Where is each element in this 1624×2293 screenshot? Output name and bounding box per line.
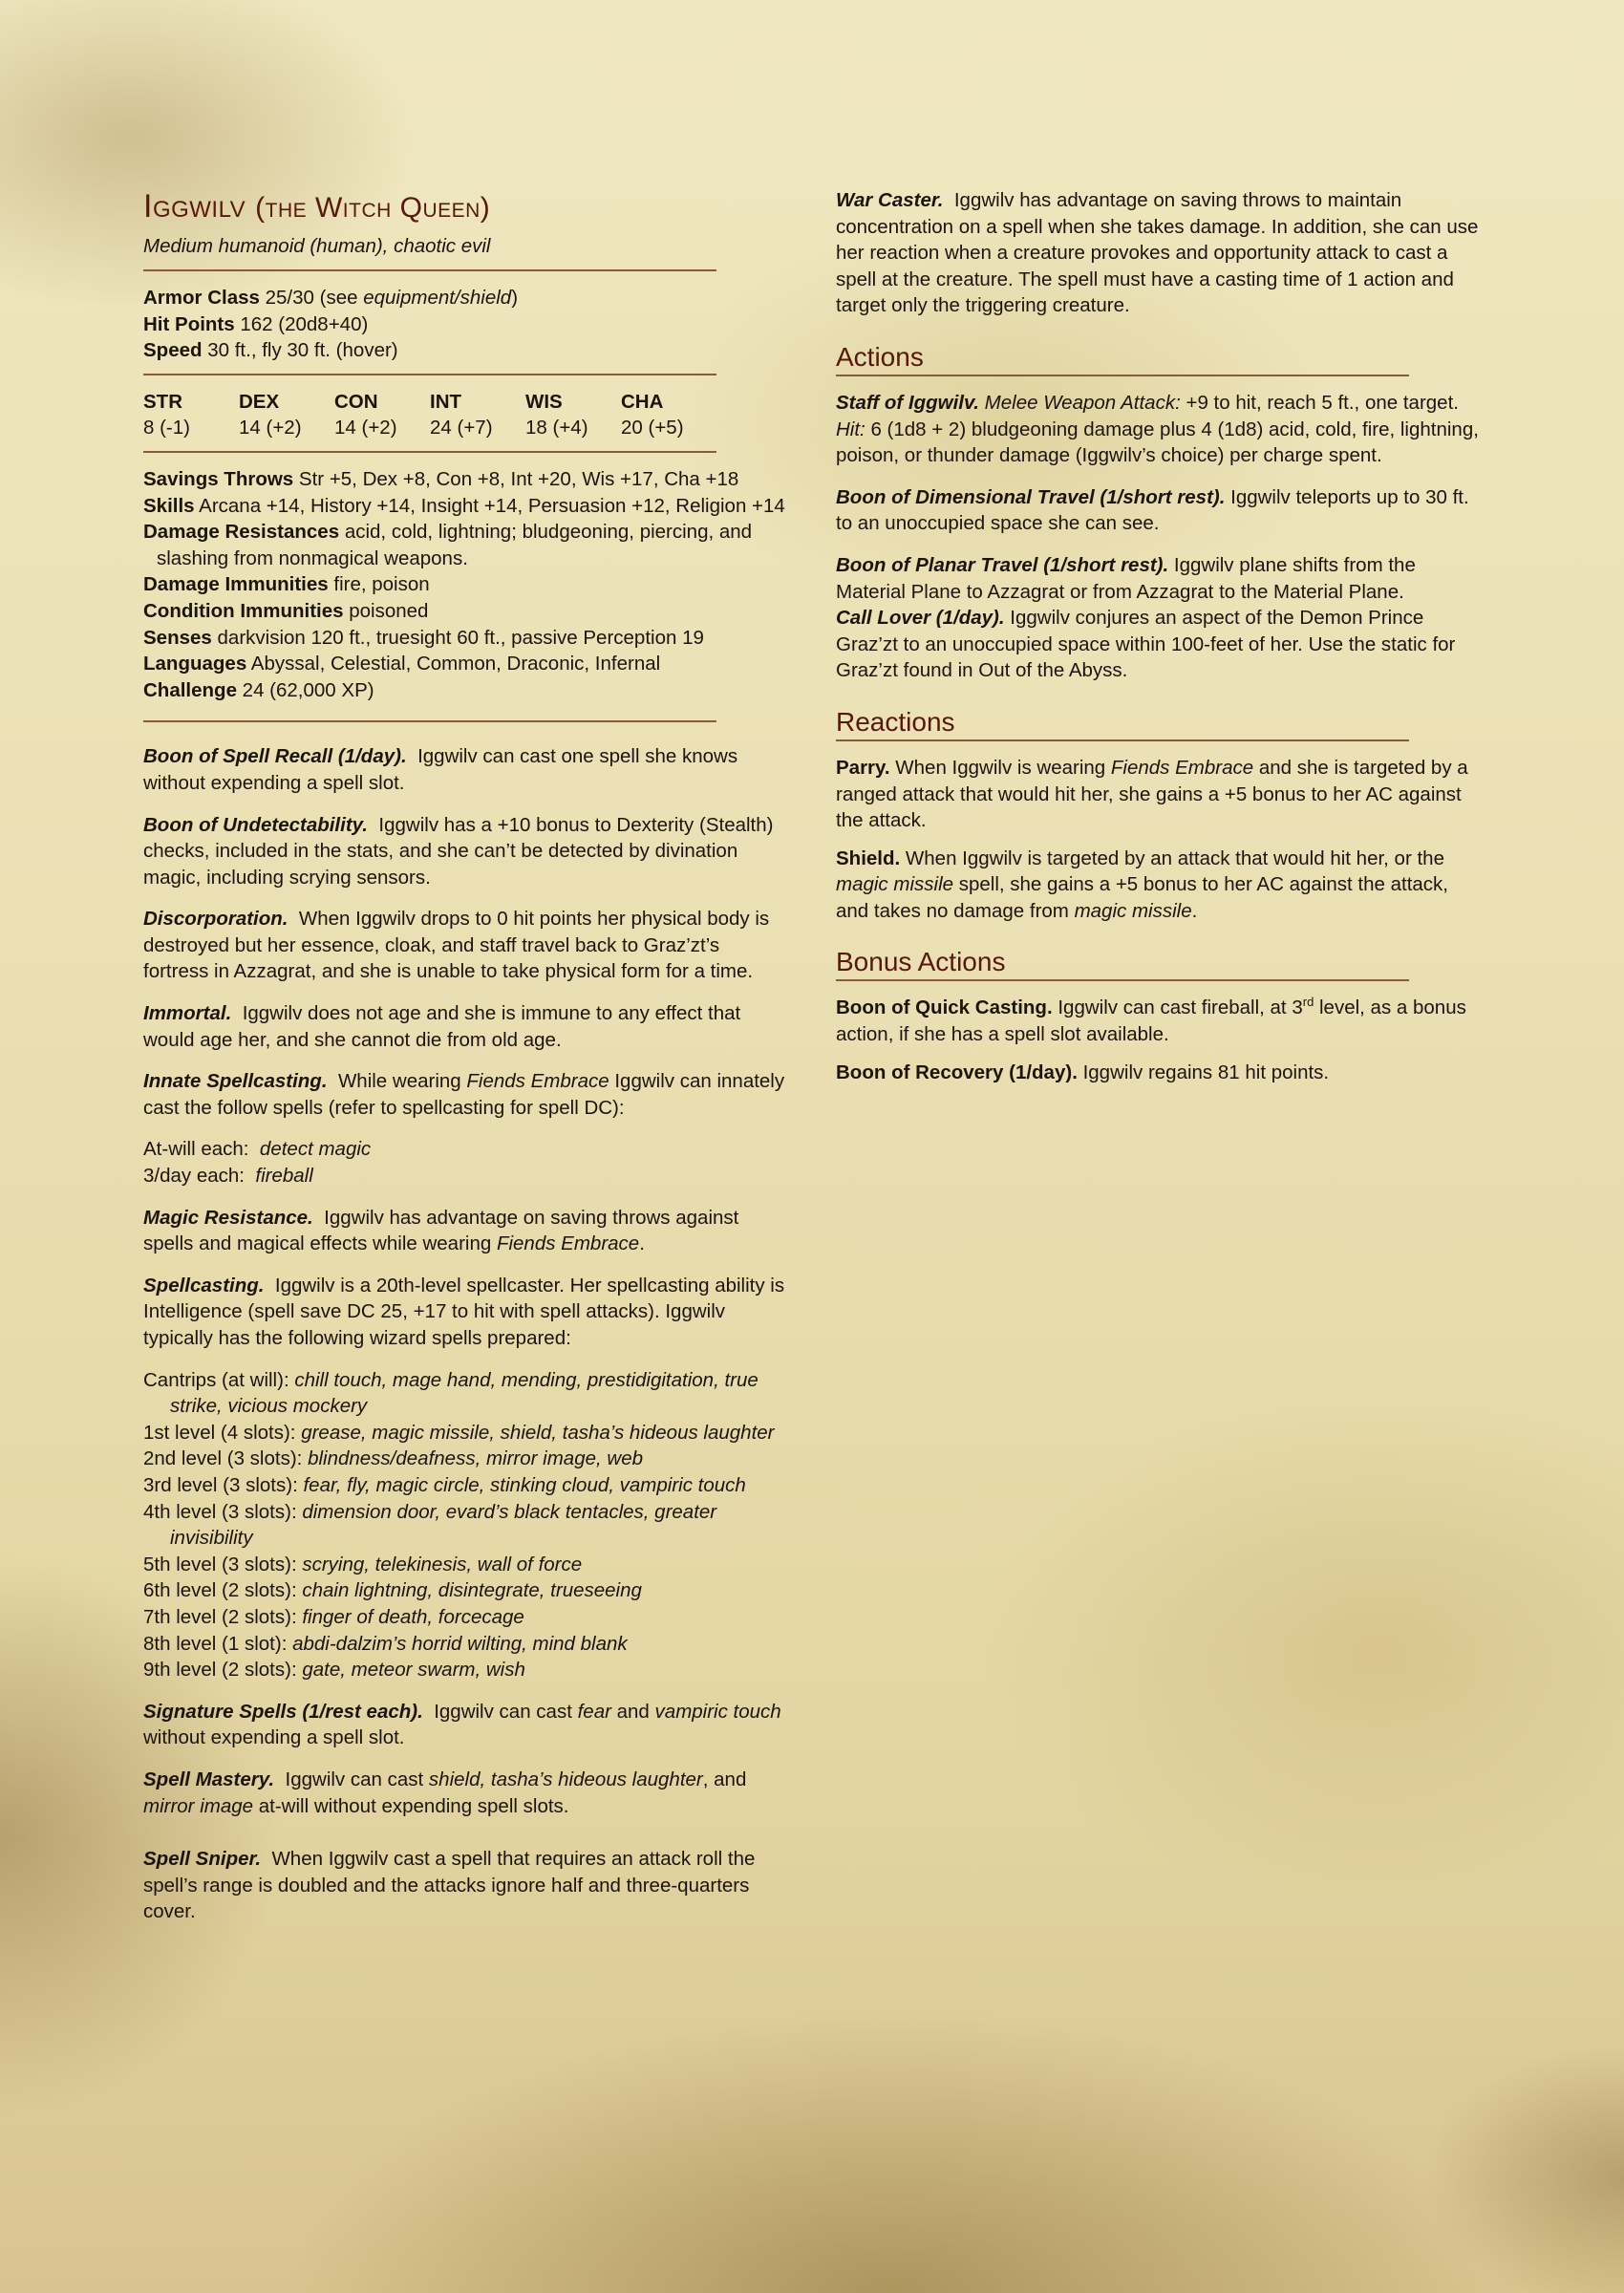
spell-name: magic missile (836, 873, 954, 896)
left-column (143, 187, 788, 1940)
property-label: Challenge (143, 678, 237, 701)
spell-list: chain lightning, disintegrate, trueseeing (302, 1579, 642, 1602)
bonus-recovery (836, 1060, 1481, 1086)
spell-list: grease, magic missile, shield, tasha’s hideous laughter (301, 1421, 775, 1444)
spell-level-label: At-will each: (143, 1138, 255, 1161)
trait-name: Innate Spellcasting. (143, 1070, 328, 1093)
speed-value: 30 ft., fly 30 ft. (hover) (207, 339, 398, 362)
spell-level-label: 6th level (2 slots): (143, 1579, 303, 1602)
speed (143, 337, 788, 364)
trait-text: When Iggwilv cast a spell that requires an attack roll the spell’s range is doubled and the attacks ignore half and three-quarters cover. (143, 1848, 756, 1923)
spell-list: abdi-dalzim’s horrid wilting, mind blank (292, 1632, 628, 1655)
property-label: Skills (143, 494, 195, 517)
trait-name: Boon of Spell Recall (1/day). (143, 745, 407, 768)
ability-name: WIS (525, 390, 563, 413)
trait-text: Iggwilv has advantage on saving throws against spells and magical effects while wearing (143, 1206, 739, 1255)
property-label: Languages (143, 653, 247, 675)
spell-level-row (143, 1604, 788, 1631)
armor-class (143, 285, 788, 311)
spell-level-row (143, 1552, 788, 1578)
action-text: +9 to hit, reach 5 ft., one target. (1180, 391, 1459, 414)
reaction-text: When Iggwilv is wearing (889, 756, 1111, 779)
property-label: Damage Immunities (143, 573, 329, 596)
spell-level-row (143, 1657, 788, 1683)
spell-level-label: 7th level (2 slots): (143, 1605, 303, 1628)
trait-text: Iggwilv can cast (434, 1700, 578, 1723)
ability-value: 20 (+5) (621, 417, 684, 439)
spell-level-label: 3/day each: (143, 1165, 250, 1188)
trait-war-caster (836, 187, 1481, 319)
trait-text: , and (702, 1768, 747, 1790)
section-heading-bonus-actions: Bonus Actions (836, 947, 1409, 981)
hit-points-label: Hit Points (143, 312, 235, 335)
spell-list: blindness/deafness, mirror image, web (308, 1447, 644, 1470)
spell-level-row (143, 1367, 788, 1420)
ability-name: STR (143, 390, 182, 413)
action-text: Iggwilv teleports up to 30 ft. to an unoccupied space she can see. (836, 485, 1469, 535)
property-value: Arcana +14, History +14, Insight +14, Persuasion +12, Religion +14 (199, 494, 785, 517)
trait-text: Iggwilv can cast one spell she knows without expending a spell slot. (143, 745, 738, 794)
spell-level-row (143, 1446, 788, 1472)
trait-signature-spells (143, 1699, 788, 1751)
spell-list: fear, fly, magic circle, stinking cloud, vampiric touch (303, 1473, 746, 1496)
reaction-shield (836, 846, 1481, 925)
spell-level-row (143, 1631, 788, 1658)
trait-text: When Iggwilv drops to 0 hit points her physical body is destroyed but her essence, cloak, and staff travel back to Graz’zt’s fortress in Azzagrat, and she is unable to take physical form for a time. (143, 908, 770, 983)
action-name: Staff of Iggwilv. (836, 391, 979, 414)
languages (143, 651, 788, 677)
reaction-parry (836, 755, 1481, 834)
attack-type: Melee Weapon Attack: (984, 391, 1181, 414)
innate-per-day (143, 1163, 788, 1189)
ability-name: CON (334, 390, 378, 413)
trait-spell-recall (143, 743, 788, 796)
spell-level-row (143, 1577, 788, 1604)
trait-magic-resistance (143, 1205, 788, 1257)
trait-name: Signature Spells (1/rest each). (143, 1700, 423, 1723)
action-text: Iggwilv plane shifts from the Material Plane to Azzagrat or from Azzagrat to the Material Plane. (836, 553, 1416, 603)
ability-name: CHA (621, 390, 664, 413)
armor-class-close: ) (511, 287, 519, 309)
property-label: Senses (143, 626, 212, 649)
spell-list: scrying, telekinesis, wall of force (302, 1553, 583, 1575)
trait-text: at-will without expending spell slots. (253, 1794, 569, 1817)
trait-text: Iggwilv does not age and she is immune to any effect that would age her, and she cannot die from old age. (143, 1002, 741, 1051)
creature-name: Iggwilv (143, 188, 246, 225)
spell-level-label: 2nd level (3 slots): (143, 1447, 309, 1470)
trait-name: Spell Sniper. (143, 1848, 262, 1871)
action-text: Iggwilv conjures an aspect of the Demon Prince Graz’zt to an unoccupied space within 100-feet of her. Use the static for Graz’zt found in Out of the Abyss. (836, 607, 1456, 682)
ability-value: 8 (-1) (143, 417, 190, 439)
property-value: Str +5, Dex +8, Con +8, Int +20, Wis +17, Cha +18 (298, 467, 739, 490)
property-label: Savings Throws (143, 467, 294, 490)
spell-name: shield, tasha’s hideous laughter (428, 1768, 703, 1790)
right-column (836, 187, 1481, 1101)
spell-list: gate, meteor swarm, wish (302, 1659, 525, 1682)
action-name: Boon of Dimensional Travel (1/short rest). (836, 485, 1226, 508)
section-heading-reactions: Reactions (836, 707, 1409, 741)
divider (143, 374, 716, 375)
senses (143, 625, 788, 652)
speed-label: Speed (143, 339, 203, 362)
property-label: Damage Resistances (143, 521, 340, 544)
creature-title (143, 187, 788, 227)
action-dimensional-travel (836, 484, 1481, 537)
action-staff (836, 390, 1481, 469)
trait-text: While wearing (337, 1070, 467, 1093)
innate-at-will (143, 1136, 788, 1163)
hit-points-value: 162 (20d8+40) (240, 312, 369, 335)
armor-class-label: Armor Class (143, 287, 260, 309)
damage-immunities (143, 571, 788, 598)
reaction-text: . (1191, 899, 1198, 922)
spell-list: finger of death, forcecage (302, 1605, 524, 1628)
trait-text: . (639, 1232, 645, 1255)
spell-level-label: Cantrips (at will): (143, 1368, 295, 1391)
divider (143, 720, 716, 722)
trait-innate-spellcasting (143, 1068, 788, 1121)
creature-type: Medium humanoid (human), chaotic evil (143, 235, 491, 257)
spell-list: chill touch, mage hand, mending, prestidigitation, true strike, vicious mockery (170, 1368, 759, 1418)
bonus-action-text: Iggwilv can cast fireball, at 3 (1052, 996, 1303, 1019)
ability-scores (143, 389, 788, 441)
condition-immunities (143, 598, 788, 625)
spell-level-label: 9th level (2 slots): (143, 1659, 303, 1682)
ability-value: 14 (+2) (334, 417, 397, 439)
trait-name: Spellcasting. (143, 1274, 265, 1297)
trait-spell-sniper (143, 1846, 788, 1925)
spell-list: dimension door, evard’s black tentacles, greater invisibility (170, 1500, 717, 1550)
spell-list-block (143, 1367, 788, 1683)
item-name: Fiends Embrace (1110, 756, 1254, 779)
spell-list: fireball (255, 1165, 313, 1188)
property-value: Abyssal, Celestial, Common, Draconic, Infernal (250, 653, 661, 675)
spell-level-label: 3rd level (3 slots): (143, 1473, 304, 1496)
reaction-text: When Iggwilv is targeted by an attack that would hit her, or the (900, 846, 1444, 869)
ability-value: 14 (+2) (239, 417, 302, 439)
hit-points (143, 311, 788, 338)
ordinal-suffix: rd (1302, 995, 1314, 1010)
trait-spellcasting (143, 1273, 788, 1352)
spell-level-label: 1st level (4 slots): (143, 1421, 302, 1444)
hit-label: Hit: (836, 418, 865, 440)
trait-discorporation (143, 906, 788, 985)
item-name: Fiends Embrace (496, 1232, 640, 1255)
saving-throws (143, 466, 788, 493)
trait-undetectability (143, 812, 788, 891)
trait-text: Iggwilv is a 20th-level spellcaster. Her spellcasting ability is Intelligence (spell save DC 25, +17 to hit with spell attacks). Iggwilv typically has the following wizard spells prepared: (143, 1274, 785, 1349)
action-name: Call Lover (1/day). (836, 607, 1005, 630)
trait-text: Iggwilv can innately cast the follow spells (refer to spellcasting for spell DC): (143, 1070, 785, 1119)
spell-level-row (143, 1499, 788, 1552)
section-heading-actions: Actions (836, 342, 1409, 376)
spell-name: magic missile (1074, 899, 1192, 922)
item-name: Fiends Embrace (466, 1070, 609, 1093)
bonus-action-name: Boon of Quick Casting. (836, 996, 1053, 1019)
property-label: Condition Immunities (143, 599, 344, 622)
trait-name: Discorporation. (143, 908, 288, 931)
trait-text: and (610, 1700, 655, 1723)
action-text: 6 (1d8 + 2) bludgeoning damage plus 4 (1d8) acid, cold, fire, lightning, poison, or thunder damage (Iggwilv’s choice) per charge spent. (836, 418, 1479, 467)
trait-spell-mastery (143, 1767, 788, 1819)
trait-name: Magic Resistance. (143, 1206, 313, 1229)
reaction-text: and she is targeted by a ranged attack that would hit her, she gains a +5 bonus to her AC against the attack. (836, 756, 1468, 832)
armor-class-note: equipment/shield (363, 287, 512, 309)
trait-name: Immortal. (143, 1002, 232, 1025)
trait-name: Spell Mastery. (143, 1768, 275, 1790)
trait-text: Iggwilv has advantage on saving throws to maintain concentration on a spell when she takes damage. In addition, she can use her reaction when a creature provokes and opportunity attack to cast a spell at the creature. The spell must have a casting time of 1 action and target only the triggering creature. (836, 189, 1479, 317)
property-value: fire, poison (333, 573, 430, 596)
bonus-action-text: Iggwilv regains 81 hit points. (1077, 1061, 1330, 1083)
spell-list: detect magic (259, 1138, 372, 1161)
action-call-lover (836, 605, 1481, 684)
spell-level-label: 8th level (1 slot): (143, 1632, 293, 1655)
spell-level-row (143, 1420, 788, 1447)
reaction-name: Parry. (836, 756, 890, 779)
trait-immortal (143, 1000, 788, 1053)
divider (143, 269, 716, 271)
spell-level-row (143, 1472, 788, 1499)
armor-class-value: 25/30 (see (265, 287, 364, 309)
property-value: darkvision 120 ft., truesight 60 ft., passive Perception 19 (217, 626, 704, 649)
property-value: acid, cold, lightning; bludgeoning, piercing, and slashing from nonmagical weapons. (157, 521, 753, 569)
bonus-action-text: level, as a bonus action, if she has a spell slot available. (836, 996, 1466, 1046)
damage-resistances (143, 519, 788, 571)
spell-name: fear (577, 1700, 611, 1723)
skills (143, 493, 788, 520)
spell-level-label: 4th level (3 slots): (143, 1500, 303, 1523)
ability-name: DEX (239, 390, 280, 413)
trait-text: without expending a spell slot. (143, 1726, 405, 1749)
reaction-name: Shield. (836, 846, 901, 869)
challenge (143, 677, 788, 704)
spell-name: vampiric touch (654, 1700, 781, 1723)
ability-name: INT (430, 390, 462, 413)
bonus-quick-casting (836, 995, 1481, 1047)
bonus-action-name: Boon of Recovery (1/day). (836, 1061, 1078, 1083)
action-planar-travel (836, 552, 1481, 605)
spell-name: mirror image (143, 1794, 254, 1817)
action-name: Boon of Planar Travel (1/short rest). (836, 553, 1169, 576)
creature-epithet: (the Witch Queen) (255, 192, 491, 224)
property-value: 24 (62,000 XP) (242, 678, 374, 701)
divider (143, 451, 716, 453)
trait-text: Iggwilv has a +10 bonus to Dexterity (Stealth) checks, included in the stats, and she can’t be detected by divination magic, including scrying sensors. (143, 813, 774, 889)
trait-name: Boon of Undetectability. (143, 813, 368, 836)
trait-name: War Caster. (836, 189, 944, 211)
reaction-text: spell, she gains a +5 bonus to her AC against the attack, and takes no damage from (836, 873, 1448, 922)
ability-value: 24 (+7) (430, 417, 493, 439)
spell-level-label: 5th level (3 slots): (143, 1553, 303, 1575)
property-value: poisoned (349, 599, 429, 622)
trait-text: Iggwilv can cast (285, 1768, 429, 1790)
ability-value: 18 (+4) (525, 417, 588, 439)
